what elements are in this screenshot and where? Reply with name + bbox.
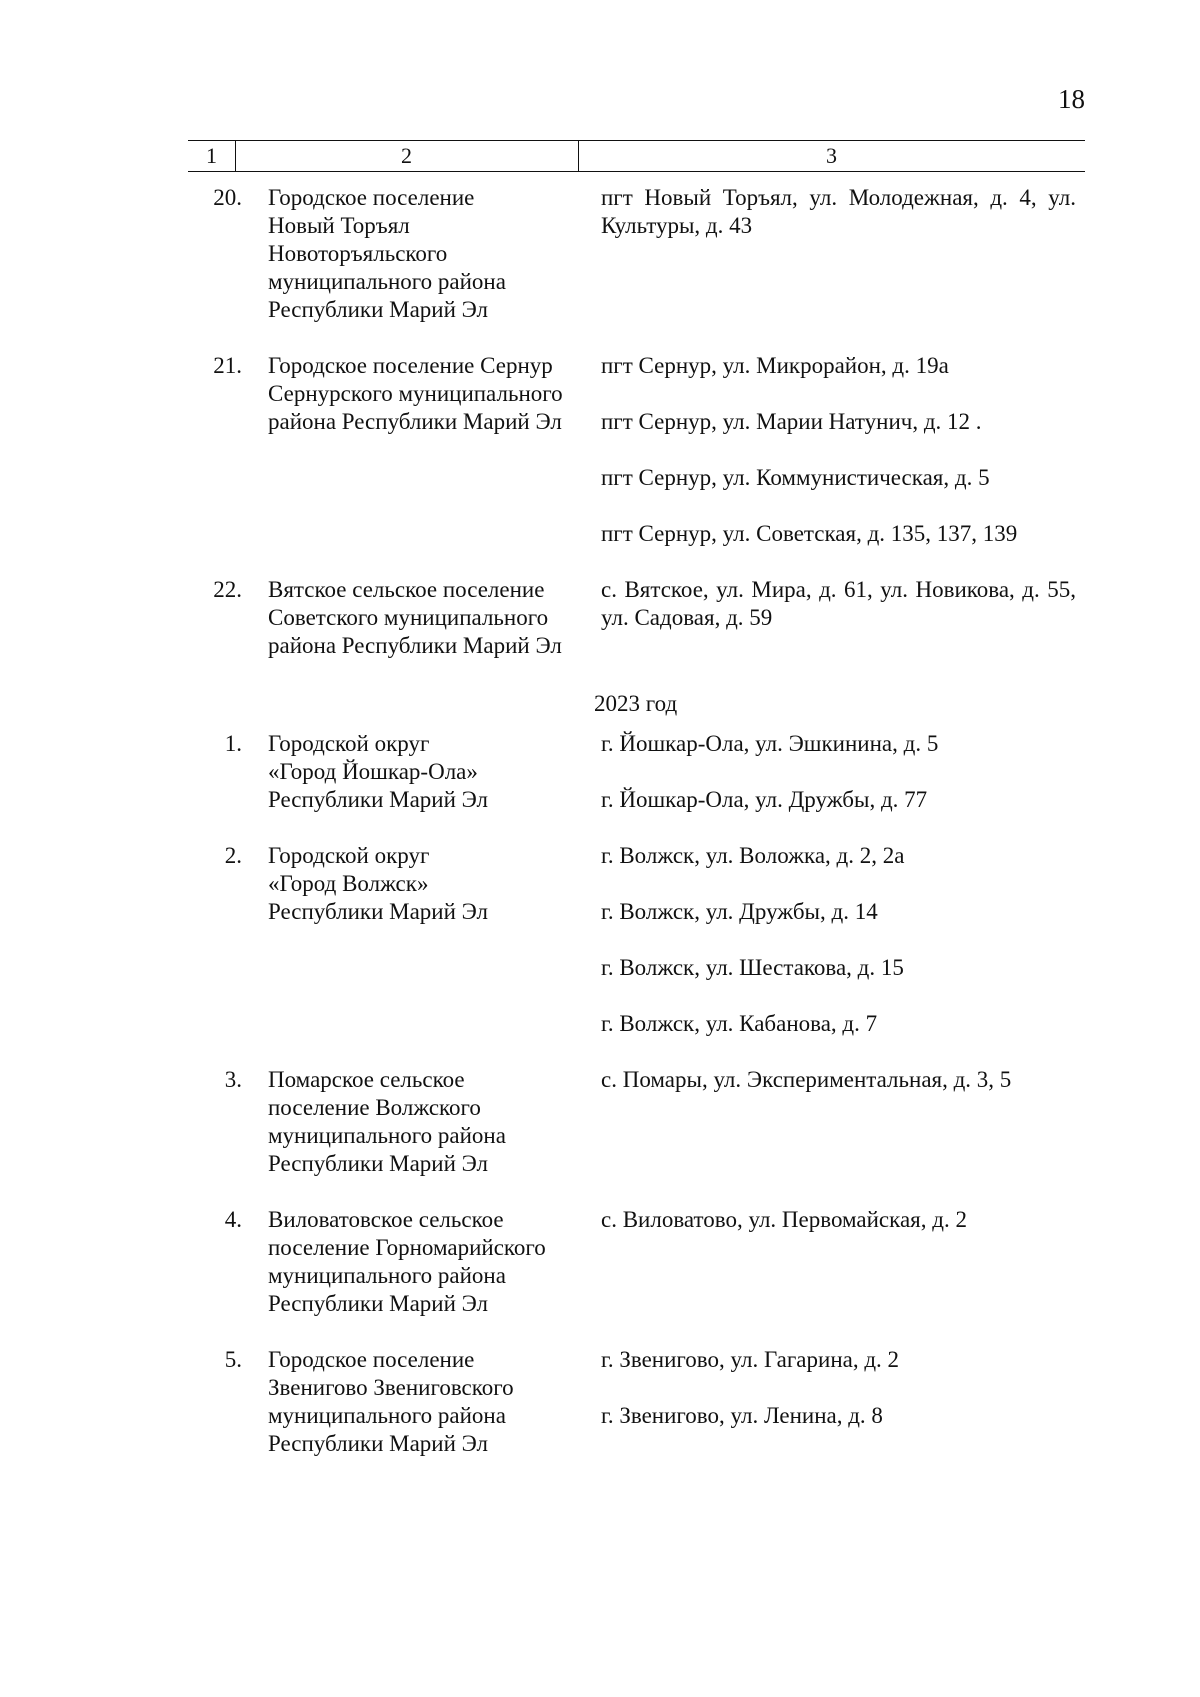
address: пгт Сернур, ул. Советская, д. 135, 137, 139 xyxy=(601,521,1018,546)
municipality-name: Городское поселение Звенигово Звениговского муниципального района Республики Марий Эл xyxy=(268,1347,514,1456)
address: пгт Сернур, ул. Коммунистическая, д. 5 xyxy=(601,465,990,490)
table-header xyxy=(188,140,1085,172)
address: г. Волжск, ул. Кабанова, д. 7 xyxy=(601,1011,878,1036)
address: пгт Новый Торъял, ул. Молодежная, д. 4, ул. Культуры, д. 43 xyxy=(601,185,1076,238)
address: пгт Сернур, ул. Марии Натунич, д. 12 . xyxy=(601,409,982,434)
row-number: 4. xyxy=(224,1207,242,1232)
row-number: 5. xyxy=(224,1347,242,1372)
row-number: 2. xyxy=(224,843,242,868)
row-number: 22. xyxy=(213,577,242,602)
address: с. Помары, ул. Экспериментальная, д. 3, 5 xyxy=(601,1067,1012,1092)
address: г. Волжск, ул. Дружбы, д. 14 xyxy=(601,899,878,924)
municipality-name: Городское поселение Сернур Сернурского муниципального района Республики Марий Эл xyxy=(268,353,563,434)
address: пгт Сернур, ул. Микрорайон, д. 19а xyxy=(601,353,949,378)
municipality-name: Виловатовское сельское поселение Горномарийского муниципального района Республики Марий Эл xyxy=(268,1207,546,1316)
header-col-2: 2 xyxy=(401,143,412,168)
page-number: 18 xyxy=(1058,84,1085,114)
address: г. Волжск, ул. Шестакова, д. 15 xyxy=(601,955,904,980)
municipality-name: Городское поселение Новый Торъял Новоторъяльского муниципального района Республики Марий Эл xyxy=(268,185,506,322)
header-col-3: 3 xyxy=(826,143,837,168)
address: г. Звенигово, ул. Гагарина, д. 2 xyxy=(601,1347,900,1372)
municipality-name: Городской округ «Город Йошкар-Ола» Республики Марий Эл xyxy=(268,731,489,812)
header-col-1: 1 xyxy=(206,143,217,168)
section-year-heading: 2023 год xyxy=(594,691,678,716)
address: г. Волжск, ул. Воложка, д. 2, 2а xyxy=(601,843,905,868)
municipality-name: Городской округ «Город Волжск» Республики Марий Эл xyxy=(268,843,489,924)
row-number: 20. xyxy=(213,185,242,210)
address: г. Йошкар-Ола, ул. Дружбы, д. 77 xyxy=(601,787,928,812)
address: г. Звенигово, ул. Ленина, д. 8 xyxy=(601,1403,883,1428)
row-number: 3. xyxy=(224,1067,242,1092)
municipality-name: Помарское сельское поселение Волжского муниципального района Республики Марий Эл xyxy=(268,1067,506,1176)
address: г. Йошкар-Ола, ул. Эшкинина, д. 5 xyxy=(601,731,939,756)
address: с. Виловатово, ул. Первомайская, д. 2 xyxy=(601,1207,967,1232)
municipality-name: Вятское сельское поселение Советского муниципального района Республики Марий Эл xyxy=(268,577,562,658)
row-number: 1. xyxy=(224,731,242,756)
address: с. Вятское, ул. Мира, д. 61, ул. Новикова, д. 55, ул. Садовая, д. 59 xyxy=(601,577,1076,630)
row-number: 21. xyxy=(213,353,242,378)
